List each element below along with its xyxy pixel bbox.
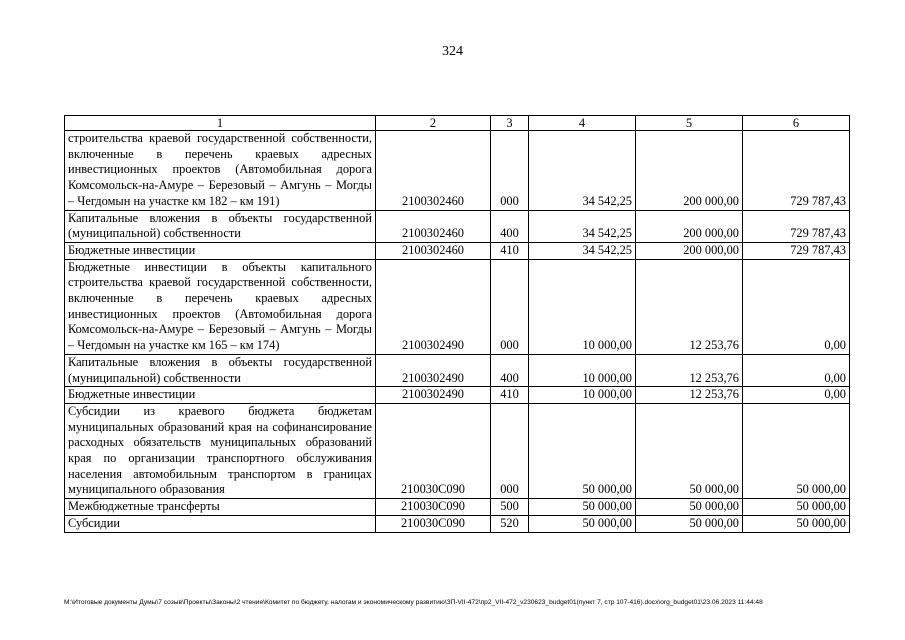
col-header-4: 4 — [529, 116, 636, 131]
row-value-3: 0,00 — [743, 387, 850, 404]
table-row — [65, 354, 850, 386]
page-number: 324 — [442, 44, 463, 59]
row-value-1: 10 000,00 — [529, 387, 636, 404]
row-value-2: 50 000,00 — [636, 403, 743, 498]
row-name: Капитальные вложения в объекты государственной (муниципальной) собственности — [65, 210, 376, 242]
row-value-3: 729 787,43 — [743, 242, 850, 259]
row-value-2: 50 000,00 — [636, 499, 743, 516]
row-value-1: 50 000,00 — [529, 515, 636, 532]
row-type: 000 — [491, 259, 529, 354]
row-name: строительства краевой государственной собственности, включенные в перечень краевых адресных инвестиционных проектов (Автомобильная дорога Комсомольск-на-Амуре – Березовый – Амгунь – Могды – Чегдомын на участке км 182 – км 191) — [65, 131, 376, 211]
table-row — [65, 499, 850, 516]
row-value-1: 34 542,25 — [529, 242, 636, 259]
table-row — [65, 515, 850, 532]
row-value-1: 34 542,25 — [529, 131, 636, 211]
row-type: 000 — [491, 131, 529, 211]
row-code: 2100302460 — [376, 131, 491, 211]
row-value-3: 729 787,43 — [743, 131, 850, 211]
row-name: Субсидии из краевого бюджета бюджетам муниципальных образований края на софинансирование расходных обязательств муниципальных образований края по организации транспортного обслуживания населения автомобильным транспортом в границах муниципального образования — [65, 403, 376, 498]
row-value-1: 10 000,00 — [529, 354, 636, 386]
row-name: Бюджетные инвестиции — [65, 242, 376, 259]
row-value-3: 729 787,43 — [743, 210, 850, 242]
row-value-2: 200 000,00 — [636, 242, 743, 259]
row-value-3: 0,00 — [743, 259, 850, 354]
row-value-3: 0,00 — [743, 354, 850, 386]
row-value-1: 10 000,00 — [529, 259, 636, 354]
row-code: 210030С090 — [376, 403, 491, 498]
row-value-3: 50 000,00 — [743, 515, 850, 532]
row-type: 520 — [491, 515, 529, 532]
row-type: 000 — [491, 403, 529, 498]
col-header-5: 5 — [636, 116, 743, 131]
row-type: 400 — [491, 210, 529, 242]
row-name: Капитальные вложения в объекты государственной (муниципальной) собственности — [65, 354, 376, 386]
row-value-1: 50 000,00 — [529, 499, 636, 516]
col-header-2: 2 — [376, 116, 491, 131]
row-value-3: 50 000,00 — [743, 403, 850, 498]
col-header-3: 3 — [491, 116, 529, 131]
table-row — [65, 131, 850, 211]
row-value-2: 50 000,00 — [636, 515, 743, 532]
row-code: 2100302490 — [376, 259, 491, 354]
budget-table — [64, 115, 850, 533]
table-row — [65, 387, 850, 404]
row-type: 410 — [491, 242, 529, 259]
row-value-2: 12 253,76 — [636, 387, 743, 404]
row-value-2: 200 000,00 — [636, 131, 743, 211]
row-type: 400 — [491, 354, 529, 386]
row-value-1: 50 000,00 — [529, 403, 636, 498]
col-header-1: 1 — [65, 116, 376, 131]
row-code: 2100302490 — [376, 354, 491, 386]
row-code: 2100302460 — [376, 242, 491, 259]
table-row — [65, 403, 850, 498]
row-code: 210030С090 — [376, 499, 491, 516]
row-code: 210030С090 — [376, 515, 491, 532]
table-row — [65, 242, 850, 259]
table-row — [65, 210, 850, 242]
row-name: Межбюджетные трансферты — [65, 499, 376, 516]
file-path-footer: M:\Итоговые документы Думы\7 созыв\Проекты\Законы\2 чтение\Комитет по бюджету, налогам и экономическому развитию\ЗП-VII-472\пр2_VII-472_v230623_budget01(пункт 7, стр 107-416).docx\org_budget01\23.06.2023 11:44:48 — [64, 599, 763, 606]
row-code: 2100302460 — [376, 210, 491, 242]
row-value-2: 12 253,76 — [636, 259, 743, 354]
row-value-2: 12 253,76 — [636, 354, 743, 386]
table-row — [65, 259, 850, 354]
row-value-3: 50 000,00 — [743, 499, 850, 516]
col-header-6: 6 — [743, 116, 850, 131]
row-code: 2100302490 — [376, 387, 491, 404]
row-type: 410 — [491, 387, 529, 404]
row-type: 500 — [491, 499, 529, 516]
row-name: Субсидии — [65, 515, 376, 532]
row-value-1: 34 542,25 — [529, 210, 636, 242]
row-name: Бюджетные инвестиции — [65, 387, 376, 404]
row-value-2: 200 000,00 — [636, 210, 743, 242]
row-name: Бюджетные инвестиции в объекты капитального строительства краевой государственной собственности, включенные в перечень краевых адресных инвестиционных проектов (Автомобильная дорога Комсомольск-на-Амуре – Березовый – Амгунь – Могды – Чегдомын на участке км 165 – км 174) — [65, 259, 376, 354]
table-header-row — [65, 116, 850, 131]
